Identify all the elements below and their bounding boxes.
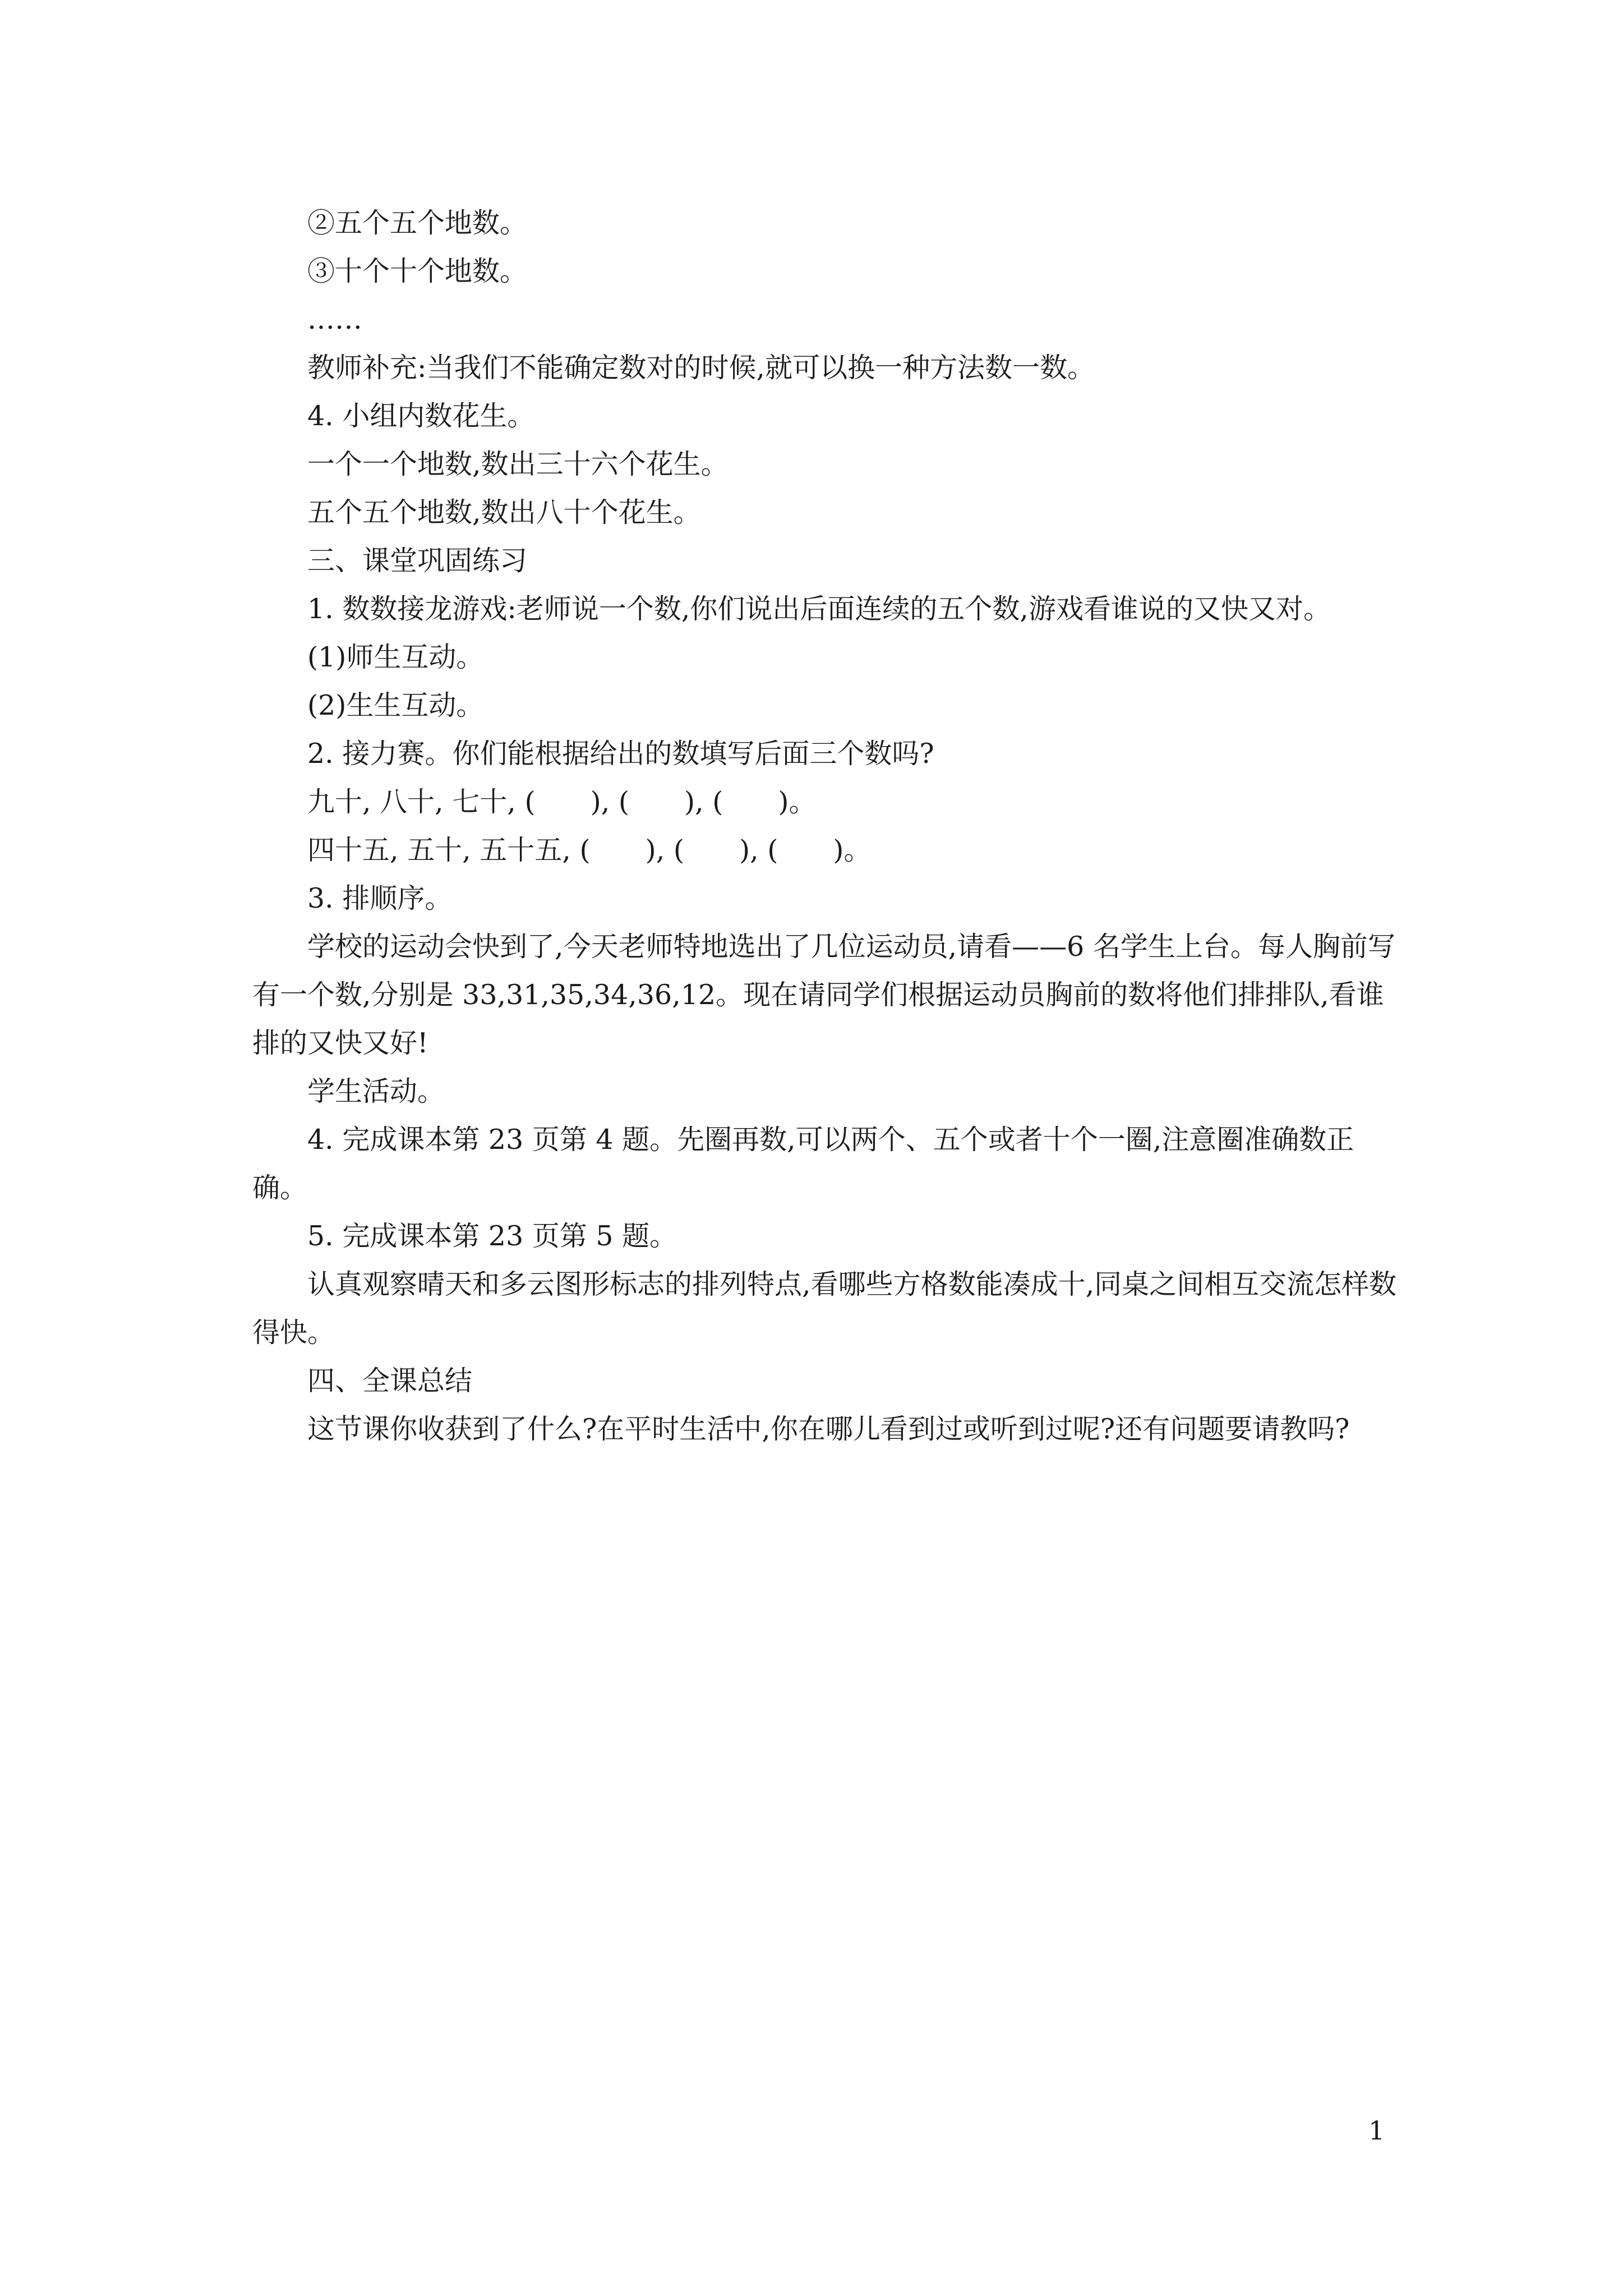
paragraph-student-activity: 学生活动。 [307, 1075, 445, 1107]
paragraph-count-by-fives: ②五个五个地数。 [307, 207, 528, 239]
paragraph-exercise-1: 1. 数数接龙游戏:老师说一个数,你们说出后面连续的五个数,游戏看谁说的又快又对。 [307, 593, 1331, 625]
paragraph-exercise-3: 3. 排顺序。 [307, 882, 453, 914]
paragraph-exercise-4: 4. 完成课本第 23 页第 4 题。先圈再数,可以两个、五个或者十个一圈,注意圈准确数正确。 [252, 1124, 1354, 1204]
paragraph-fill-blanks-1: 九十, 八十, 七十, ( ), ( ), ( )。 [307, 786, 817, 818]
paragraph-sports-meet: 学校的运动会快到了,今天老师特地选出了几位运动员,请看——6 名学生上台。每人胸前写有一个数,分别是 33,31,35,34,36,12。现在请同学们根据运动员胸前的数将他们排排队,看谁排的又快又好! [252, 931, 1395, 1059]
paragraph-summary-question: 这节课你收获到了什么?在平时生活中,你在哪儿看到过或听到过呢?还有问题要请教吗? [307, 1413, 1350, 1445]
paragraph-count-36: 一个一个地数,数出三十六个花生。 [307, 448, 728, 480]
paragraph-ellipsis: …… [307, 303, 362, 335]
paragraph-count-by-tens: ③十个十个地数。 [307, 255, 528, 287]
paragraph-fill-blanks-2: 四十五, 五十, 五十五, ( ), ( ), ( )。 [307, 834, 872, 866]
paragraph-exercise-1-b: (2)生生互动。 [307, 689, 484, 721]
section-heading-summary: 四、全课总结 [307, 1365, 473, 1397]
paragraph-count-80: 五个五个地数,数出八十个花生。 [307, 496, 701, 528]
paragraph-weather-pattern: 认真观察晴天和多云图形标志的排列特点,看哪些方格数能凑成十,同桌之间相互交流怎样数得快。 [252, 1268, 1397, 1349]
section-heading-practice: 三、课堂巩固练习 [307, 545, 528, 577]
paragraph-step-4: 4. 小组内数花生。 [307, 400, 535, 432]
document-body [252, 199, 1402, 1453]
page-number: 1 [1368, 2115, 1385, 2146]
paragraph-teacher-note: 教师补充:当我们不能确定数对的时候,就可以换一种方法数一数。 [307, 352, 1095, 384]
paragraph-exercise-5: 5. 完成课本第 23 页第 5 题。 [307, 1220, 677, 1252]
paragraph-exercise-2: 2. 接力赛。你们能根据给出的数填写后面三个数吗? [307, 738, 934, 770]
paragraph-exercise-1-a: (1)师生互动。 [307, 641, 484, 673]
